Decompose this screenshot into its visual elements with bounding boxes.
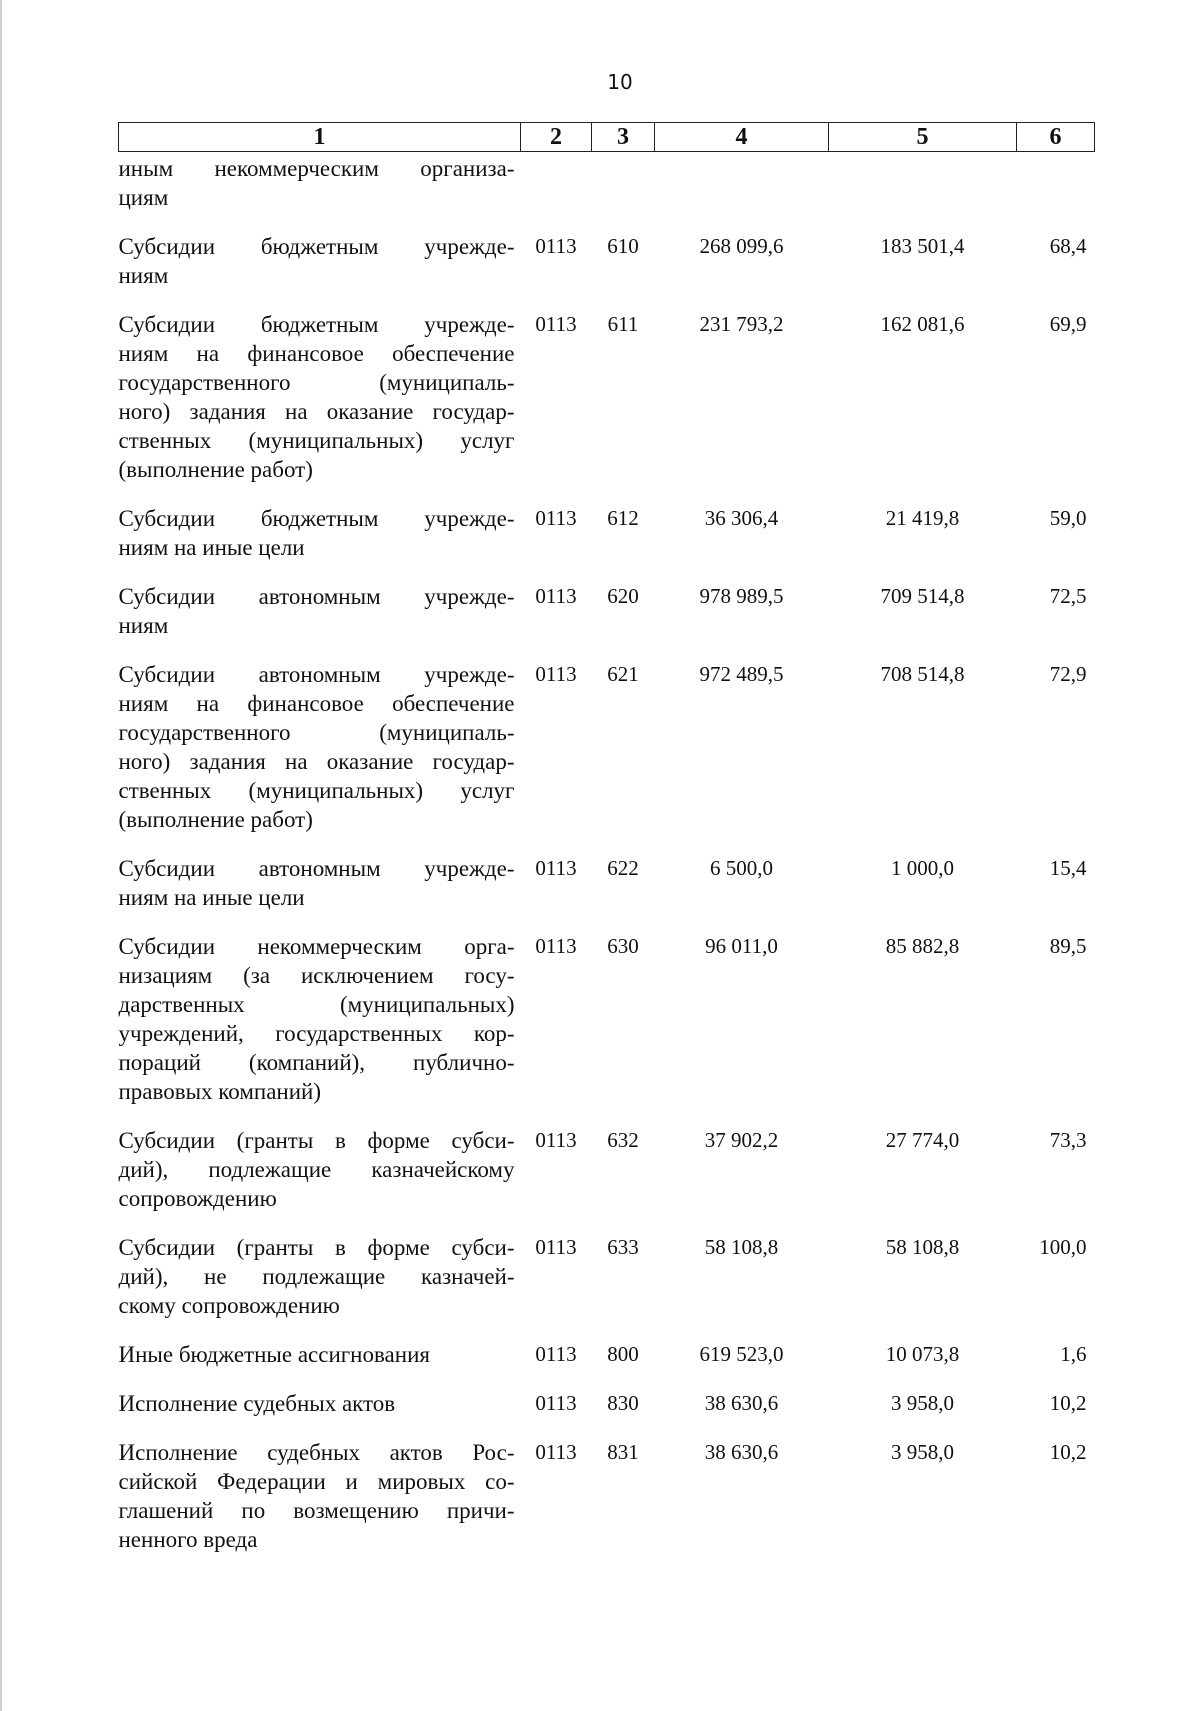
row-name-line: ного) задания на оказание государ- [118, 399, 515, 424]
row-name-line: Субсидии (гранты в форме субси- [118, 1235, 515, 1260]
row-execution-percent: 10,2 [1049, 1391, 1087, 1415]
row-name-line: Субсидии (гранты в форме субси- [118, 1128, 515, 1153]
row-name-line: ненного вреда [118, 1527, 258, 1552]
row-planned-amount: 231 793,2 [699, 312, 784, 336]
row-execution-percent: 69,9 [1049, 312, 1087, 336]
row-planned-amount: 978 989,5 [699, 584, 784, 608]
header-col-1: 1 [119, 123, 521, 152]
row-planned-amount: 268 099,6 [699, 234, 784, 258]
row-expense-type: 620 [607, 584, 639, 608]
row-name [119, 1389, 521, 1418]
row-spacer [119, 640, 1095, 660]
row-expense-type: 612 [607, 506, 639, 530]
table-row [119, 1438, 1095, 1554]
row-name [119, 582, 521, 640]
row-spacer [119, 1320, 1095, 1340]
row-name [119, 1438, 521, 1554]
page-number: 10 [607, 70, 633, 94]
row-executed-amount: 3 958,0 [891, 1440, 954, 1464]
row-section-code: 0113 [535, 584, 577, 608]
row-name-line: Субсидии автономным учрежде- [118, 662, 515, 687]
row-planned-amount: 38 630,6 [704, 1440, 779, 1464]
row-name-line: ниям на финансовое обеспечение [118, 341, 515, 366]
row-section-code: 0113 [535, 1235, 577, 1259]
row-spacer [119, 212, 1095, 232]
table-row [119, 1126, 1095, 1213]
row-execution-percent: 73,3 [1049, 1128, 1087, 1152]
row-name-line: правовых компаний) [118, 1079, 322, 1104]
row-executed-amount: 162 081,6 [880, 312, 965, 336]
row-name-line: сопровождению [118, 1186, 277, 1211]
row-executed-amount [829, 152, 1017, 213]
row-name-line: Субсидии автономным учрежде- [118, 584, 515, 609]
row-section-code: 0113 [535, 1391, 577, 1415]
row-name-line: ниям на иные цели [118, 885, 305, 910]
row-name-line: ниям [118, 613, 169, 638]
table-row [119, 1233, 1095, 1320]
row-executed-amount: 708 514,8 [880, 662, 965, 686]
row-name-line: Исполнение судебных актов Рос- [118, 1440, 515, 1465]
row-expense-type: 621 [607, 662, 639, 686]
row-expense-type [592, 152, 655, 213]
row-name-line: сийской Федерации и мировых со- [118, 1469, 515, 1494]
scan-left-edge [0, 0, 2, 1711]
header-col-6: 6 [1017, 123, 1095, 152]
row-execution-percent: 72,5 [1049, 584, 1087, 608]
row-name-line: Субсидии автономным учрежде- [118, 856, 515, 881]
row-name-line: (выполнение работ) [118, 457, 313, 482]
row-expense-type: 630 [607, 934, 639, 958]
row-name-line: Субсидии бюджетным учрежде- [118, 506, 515, 531]
row-name [119, 1126, 521, 1213]
row-name-line: Субсидии бюджетным учрежде- [118, 234, 515, 259]
header-col-2: 2 [521, 123, 592, 152]
row-name-line: (выполнение работ) [118, 807, 313, 832]
row-section-code: 0113 [535, 934, 577, 958]
row-execution-percent: 72,9 [1049, 662, 1087, 686]
table-row [119, 232, 1095, 290]
row-name-line: государственного (муниципаль- [118, 720, 515, 745]
row-spacer [119, 562, 1095, 582]
row-section-code: 0113 [535, 234, 577, 258]
row-spacer [119, 484, 1095, 504]
header-col-4: 4 [655, 123, 829, 152]
row-execution-percent: 100,0 [1039, 1235, 1087, 1259]
row-expense-type: 611 [607, 312, 639, 336]
row-name [119, 660, 521, 834]
row-execution-percent: 68,4 [1049, 234, 1087, 258]
row-name-line: Субсидии бюджетным учрежде- [118, 312, 515, 337]
table-row [119, 1340, 1095, 1369]
row-planned-amount: 972 489,5 [699, 662, 784, 686]
row-executed-amount: 27 774,0 [885, 1128, 960, 1152]
row-executed-amount: 10 073,8 [885, 1342, 960, 1366]
row-name [119, 504, 521, 562]
row-name-line: ственных (муниципальных) услуг [118, 778, 515, 803]
row-expense-type: 610 [607, 234, 639, 258]
table-row [119, 932, 1095, 1106]
row-executed-amount: 3 958,0 [891, 1391, 954, 1415]
row-section-code: 0113 [535, 1342, 577, 1366]
row-execution-percent [1017, 152, 1095, 213]
row-section-code: 0113 [535, 662, 577, 686]
row-spacer [119, 912, 1095, 932]
row-expense-type: 831 [607, 1440, 639, 1464]
row-name-line: ственных (муниципальных) услуг [118, 428, 515, 453]
row-section-code: 0113 [535, 856, 577, 880]
row-expense-type: 622 [607, 856, 639, 880]
row-name [119, 1233, 521, 1320]
row-name-line: иным некоммерческим организа- [118, 156, 515, 181]
row-name-line: Исполнение судебных актов [118, 1391, 396, 1416]
row-spacer [119, 1418, 1095, 1438]
row-section-code: 0113 [535, 312, 577, 336]
row-expense-type: 633 [607, 1235, 639, 1259]
row-name-line: ниям на финансовое обеспечение [118, 691, 515, 716]
row-section-code: 0113 [535, 1440, 577, 1464]
row-execution-percent: 1,6 [1060, 1342, 1087, 1366]
row-planned-amount: 36 306,4 [704, 506, 779, 530]
table-row [119, 310, 1095, 484]
row-section-code [521, 152, 592, 213]
row-name-line: циям [118, 185, 169, 210]
table-row [119, 660, 1095, 834]
table-body [119, 152, 1095, 1555]
row-executed-amount: 183 501,4 [880, 234, 965, 258]
row-name-line: дий), подлежащие казначейскому [118, 1157, 515, 1182]
row-name [119, 232, 521, 290]
row-spacer [119, 1106, 1095, 1126]
row-name [119, 1340, 521, 1369]
row-planned-amount: 37 902,2 [704, 1128, 779, 1152]
row-planned-amount [655, 152, 829, 213]
table-row [119, 582, 1095, 640]
row-spacer [119, 1213, 1095, 1233]
row-name-line: дарственных (муниципальных) [118, 992, 515, 1017]
row-name-line: пораций (компаний), публично- [118, 1050, 515, 1075]
row-name [119, 310, 521, 484]
row-execution-percent: 89,5 [1049, 934, 1087, 958]
row-executed-amount: 85 882,8 [885, 934, 960, 958]
row-name-line: ниям [118, 263, 169, 288]
row-spacer [119, 290, 1095, 310]
row-planned-amount: 38 630,6 [704, 1391, 779, 1415]
row-name-line: низациям (за исключением госу- [118, 963, 515, 988]
row-section-code: 0113 [535, 506, 577, 530]
row-spacer [119, 1369, 1095, 1389]
row-execution-percent: 10,2 [1049, 1440, 1087, 1464]
row-name [119, 854, 521, 912]
row-expense-type: 800 [607, 1342, 639, 1366]
row-name-line: государственного (муниципаль- [118, 370, 515, 395]
row-expense-type: 830 [607, 1391, 639, 1415]
budget-table [118, 122, 1095, 1554]
header-row [119, 123, 1095, 152]
row-execution-percent: 59,0 [1049, 506, 1087, 530]
row-planned-amount: 619 523,0 [699, 1342, 784, 1366]
row-name [119, 932, 521, 1106]
row-planned-amount: 96 011,0 [705, 934, 778, 958]
header-col-5: 5 [829, 123, 1017, 152]
row-planned-amount: 6 500,0 [710, 856, 773, 880]
row-planned-amount: 58 108,8 [704, 1235, 779, 1259]
row-name-line: Иные бюджетные ассигнования [118, 1342, 430, 1367]
row-section-code: 0113 [535, 1128, 577, 1152]
row-expense-type: 632 [607, 1128, 639, 1152]
row-spacer [119, 834, 1095, 854]
row-name-line: учреждений, государственных кор- [118, 1021, 515, 1046]
row-executed-amount: 709 514,8 [880, 584, 965, 608]
row-name-line: ниям на иные цели [118, 535, 305, 560]
row-name-line: глашений по возмещению причи- [118, 1498, 515, 1523]
table-row [119, 1389, 1095, 1418]
row-name [119, 152, 521, 213]
table-row [119, 854, 1095, 912]
row-name-line: ного) задания на оказание государ- [118, 749, 515, 774]
table-row [119, 152, 1095, 213]
row-execution-percent: 15,4 [1049, 856, 1087, 880]
row-executed-amount: 58 108,8 [885, 1235, 960, 1259]
row-executed-amount: 1 000,0 [891, 856, 954, 880]
row-name-line: дий), не подлежащие казначей- [118, 1264, 515, 1289]
row-name-line: Субсидии некоммерческим орга- [118, 934, 515, 959]
row-executed-amount: 21 419,8 [885, 506, 960, 530]
row-name-line: скому сопровождению [118, 1293, 340, 1318]
table-row [119, 504, 1095, 562]
header-col-3: 3 [592, 123, 655, 152]
